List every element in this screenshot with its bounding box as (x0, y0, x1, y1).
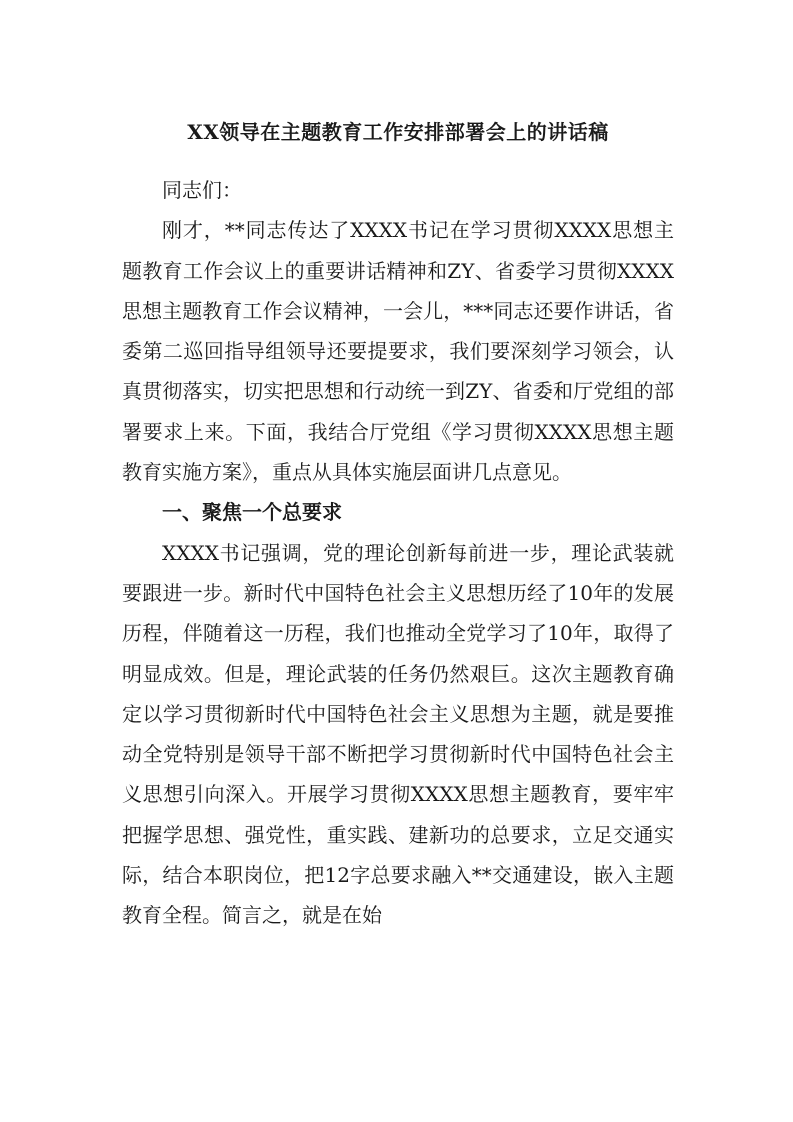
salutation: 同志们： (162, 178, 242, 202)
paragraph-section1: XXXX书记强调，党的理论创新每前进一步，理论武装就要跟进一步。新时代中国特色社会主义思想历经了10年的发展历程，伴随着这一历程，我们也推动全党学习了10年，取得了明显成效。但是，理论武装的任务仍然艰巨。这次主题教育确定以学习贯彻新时代中国特色社会主义思想为主题，就是要推动全党特别是领导干部不断把学习贯彻新时代中国特色社会主义思想引向深入。开展学习贯彻XXXX思想主题教育，要牢牢把握学思想、强党性，重实践、建新功的总要求，立足交通实际，结合本职岗位，把12字总要求融入**交通建设，嵌入主题教育全程。简言之，就是在始 (122, 540, 674, 928)
section-heading: 一、聚焦一个总要求 (162, 500, 342, 525)
document-body (122, 170, 674, 936)
document-page (122, 112, 674, 936)
paragraph-intro: 刚才，**同志传达了XXXX书记在学习贯彻XXXX思想主题教育工作会议上的重要讲话精神和ZY、省委学习贯彻XXXX思想主题教育工作会议精神，一会儿，***同志还要作讲话，省委第二巡回指导组领导还要提要求，我们要深刻学习领会，认真贯彻落实，切实把思想和行动统一到ZY、省委和厅党组的部署要求上来。下面，我结合厅党组《学习贯彻XXXX思想主题教育实施方案》，重点从具体实施层面讲几点意见。 (122, 218, 674, 485)
document-title: XX领导在主题教育工作安排部署会上的讲话稿 (187, 120, 609, 144)
